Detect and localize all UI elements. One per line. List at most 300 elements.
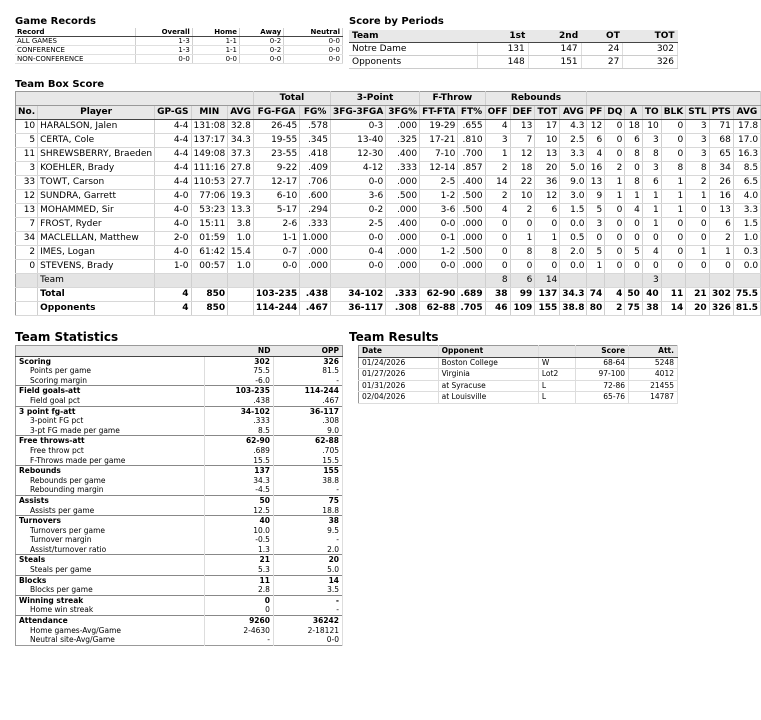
- box-cell: 0.3: [733, 246, 760, 260]
- team-results-cell: at Louisville: [438, 392, 538, 404]
- team-results-cell: W: [538, 357, 575, 369]
- team-stats-row: [16, 516, 343, 526]
- box-cell: .438: [300, 288, 331, 302]
- box-cell: 3.8: [228, 218, 254, 232]
- box-cell: 1-2: [420, 190, 458, 204]
- box-cell: 1.0: [733, 232, 760, 246]
- team-stats-label: Steals per game: [16, 565, 205, 575]
- team-stats-opp: 36242: [273, 616, 342, 626]
- team-stats-nd: 1.3: [204, 545, 273, 555]
- team-stats-row: [16, 526, 343, 536]
- box-cell: .333: [386, 288, 420, 302]
- box-cell: 1: [535, 232, 560, 246]
- box-cell: 0: [642, 232, 661, 246]
- box-cell: 12-17: [253, 176, 299, 190]
- box-cell: [661, 274, 686, 288]
- team-row: [16, 274, 761, 288]
- box-column-header: AVG: [228, 106, 254, 120]
- box-cell: 1: [605, 176, 625, 190]
- box-cell: 4: [155, 302, 191, 316]
- box-cell: 4: [485, 204, 510, 218]
- box-cell: 12-30: [330, 148, 385, 162]
- game-records-cell: 1-3: [136, 37, 193, 46]
- box-cell: 34-102: [330, 288, 385, 302]
- box-cell: 34.3: [228, 134, 254, 148]
- team-stats-opp: 155: [273, 466, 342, 476]
- box-cell: 0: [587, 232, 605, 246]
- box-cell: .655: [458, 120, 485, 134]
- box-cell: 1: [686, 246, 709, 260]
- team-stats-label: Winning streak: [16, 595, 205, 605]
- box-cell: 0.0: [560, 260, 587, 274]
- score-periods-cell: Notre Dame: [349, 43, 477, 56]
- team-stats-label: Attendance: [16, 616, 205, 626]
- team-stats-label: Points per game: [16, 366, 205, 376]
- box-cell: KOEHLER, Brady: [38, 162, 155, 176]
- box-cell: .500: [458, 246, 485, 260]
- box-score-table: [15, 91, 761, 316]
- game-records-title: Game Records: [15, 16, 96, 27]
- box-cell: .333: [300, 218, 331, 232]
- box-cell: 32.8: [228, 120, 254, 134]
- box-column-header: GP-GS: [155, 106, 191, 120]
- box-cell: 10: [510, 190, 535, 204]
- team-results-table: [358, 345, 678, 404]
- box-cell: CERTA, Cole: [38, 134, 155, 148]
- team-stats-nd: 11: [204, 575, 273, 585]
- box-cell: 9-22: [253, 162, 299, 176]
- box-cell: .000: [386, 232, 420, 246]
- box-cell: 1.5: [560, 204, 587, 218]
- box-cell: 46: [485, 302, 510, 316]
- team-stats-nd: 8.5: [204, 426, 273, 436]
- box-cell: .000: [386, 204, 420, 218]
- box-cell: .857: [458, 162, 485, 176]
- game-records-cell: 1-1: [192, 37, 239, 46]
- box-cell: 0: [485, 246, 510, 260]
- score-periods-header: OT: [581, 30, 623, 43]
- team-stats-label: Neutral site-Avg/Game: [16, 635, 205, 645]
- box-cell: 75: [625, 302, 643, 316]
- team-stats-label: Turnovers: [16, 516, 205, 526]
- box-cell: 4: [155, 288, 191, 302]
- box-column-header: FT%: [458, 106, 485, 120]
- player-row: [16, 204, 761, 218]
- box-cell: 111:16: [191, 162, 228, 176]
- game-records-cell: ALL GAMES: [15, 37, 136, 46]
- box-cell: 4-4: [155, 120, 191, 134]
- box-cell: 103-235: [253, 288, 299, 302]
- team-stats-opp: .705: [273, 446, 342, 456]
- team-stats-opp: -: [273, 595, 342, 605]
- box-cell: 36-117: [330, 302, 385, 316]
- box-cell: 0: [686, 218, 709, 232]
- score-periods-header: 1st: [477, 30, 528, 43]
- team-stats-row: [16, 376, 343, 386]
- team-stats-header: OPP: [273, 346, 342, 357]
- score-by-periods-table: [349, 30, 678, 69]
- player-row: [16, 120, 761, 134]
- box-cell: 0-0: [330, 232, 385, 246]
- team-stats-row: [16, 476, 343, 486]
- team-stats-nd: 0: [204, 595, 273, 605]
- box-column-header: AVG: [733, 106, 760, 120]
- box-cell: 4: [605, 288, 625, 302]
- box-cell: 38: [642, 302, 661, 316]
- box-cell: 1.0: [228, 232, 254, 246]
- box-cell: 0: [605, 120, 625, 134]
- box-cell: 61:42: [191, 246, 228, 260]
- box-cell: 26: [709, 176, 733, 190]
- team-stats-label: 3-point FG pct: [16, 416, 205, 426]
- box-cell: 1: [661, 204, 686, 218]
- box-cell: 1-0: [155, 260, 191, 274]
- score-periods-cell: 27: [581, 56, 623, 69]
- player-row: [16, 232, 761, 246]
- box-column-header: No.: [16, 106, 38, 120]
- box-cell: 13: [535, 148, 560, 162]
- box-column-header: DQ: [605, 106, 625, 120]
- team-stats-opp: 75: [273, 495, 342, 505]
- box-cell: 0: [535, 218, 560, 232]
- box-cell: 1.0: [228, 260, 254, 274]
- team-stats-nd: 21: [204, 555, 273, 565]
- team-results-cell: 72-86: [575, 380, 628, 392]
- box-cell: 10: [16, 120, 38, 134]
- box-cell: 34.3: [560, 288, 587, 302]
- team-stats-nd: 10.0: [204, 526, 273, 536]
- box-cell: 5: [625, 246, 643, 260]
- box-cell: 7: [16, 218, 38, 232]
- box-cell: 2: [485, 162, 510, 176]
- box-cell: 3: [686, 120, 709, 134]
- box-cell: [733, 274, 760, 288]
- box-cell: 11: [16, 148, 38, 162]
- box-cell: 21: [686, 288, 709, 302]
- box-cell: 38.8: [560, 302, 587, 316]
- box-cell: [155, 274, 191, 288]
- box-cell: .600: [300, 190, 331, 204]
- box-cell: .705: [458, 302, 485, 316]
- box-cell: 17.8: [733, 120, 760, 134]
- box-cell: 16: [587, 162, 605, 176]
- score-periods-cell: 131: [477, 43, 528, 56]
- box-cell: 5: [587, 246, 605, 260]
- team-results-cell: 68-64: [575, 357, 628, 369]
- box-cell: 14: [535, 274, 560, 288]
- box-cell: TOWT, Carson: [38, 176, 155, 190]
- box-cell: 14: [485, 176, 510, 190]
- team-stats-row: [16, 396, 343, 406]
- box-cell: 155: [535, 302, 560, 316]
- box-cell: 12: [16, 190, 38, 204]
- team-results-cell: L: [538, 392, 575, 404]
- team-results-cell: 97-100: [575, 369, 628, 381]
- box-cell: 137:17: [191, 134, 228, 148]
- box-cell: 4: [625, 204, 643, 218]
- box-cell: 0: [605, 204, 625, 218]
- team-stats-opp: .467: [273, 396, 342, 406]
- box-cell: 8: [661, 162, 686, 176]
- box-cell: 1: [661, 176, 686, 190]
- box-cell: .345: [300, 134, 331, 148]
- team-stats-opp: -: [273, 485, 342, 495]
- box-cell: 33: [16, 176, 38, 190]
- team-stats-opp: 62-88: [273, 436, 342, 446]
- team-stats-row: [16, 545, 343, 555]
- box-cell: 8: [686, 162, 709, 176]
- box-cell: 302: [709, 288, 733, 302]
- box-cell: 1: [709, 246, 733, 260]
- box-cell: 8: [535, 246, 560, 260]
- box-cell: 17.0: [733, 134, 760, 148]
- box-cell: [191, 274, 228, 288]
- box-cell: 99: [510, 288, 535, 302]
- team-results-row: [359, 369, 678, 381]
- box-cell: 3: [642, 134, 661, 148]
- box-cell: 0: [661, 120, 686, 134]
- game-records-row: [15, 46, 343, 55]
- player-row: [16, 148, 761, 162]
- team-stats-opp: 5.0: [273, 565, 342, 575]
- team-stats-label: Turnovers per game: [16, 526, 205, 536]
- box-cell: 50: [625, 288, 643, 302]
- team-stats-opp: 2.0: [273, 545, 342, 555]
- box-cell: 12-14: [420, 162, 458, 176]
- game-records-cell: 0-0: [284, 37, 343, 46]
- box-cell: 8.5: [733, 162, 760, 176]
- team-stats-header: [16, 346, 205, 357]
- team-stats-nd: 302: [204, 356, 273, 366]
- box-cell: 13.3: [228, 204, 254, 218]
- box-cell: 27.8: [228, 162, 254, 176]
- box-cell: 3: [587, 218, 605, 232]
- box-cell: 5: [16, 134, 38, 148]
- team-stats-label: Steals: [16, 555, 205, 565]
- box-column-header: FG-FGA: [253, 106, 299, 120]
- team-stats-opp: 20: [273, 555, 342, 565]
- box-cell: 1: [642, 204, 661, 218]
- box-cell: 5-17: [253, 204, 299, 218]
- team-stats-nd: 34-102: [204, 406, 273, 416]
- box-cell: 12: [535, 190, 560, 204]
- team-results-header: Att.: [629, 346, 678, 358]
- box-cell: 3-6: [330, 190, 385, 204]
- box-cell: 6: [535, 204, 560, 218]
- score-by-periods-title: Score by Periods: [349, 16, 444, 27]
- box-cell: 9: [587, 190, 605, 204]
- box-cell: 3-6: [420, 204, 458, 218]
- box-cell: 3: [686, 134, 709, 148]
- team-results-header: Date: [359, 346, 439, 358]
- box-cell: 1: [661, 190, 686, 204]
- team-stats-opp: -: [273, 605, 342, 615]
- box-cell: .000: [386, 246, 420, 260]
- box-cell: HARALSON, Jalen: [38, 120, 155, 134]
- box-cell: 0.0: [733, 260, 760, 274]
- box-cell: 0-7: [253, 246, 299, 260]
- player-row: [16, 190, 761, 204]
- box-cell: 6-10: [253, 190, 299, 204]
- box-cell: 00:57: [191, 260, 228, 274]
- box-cell: 1: [485, 148, 510, 162]
- box-cell: 0: [625, 260, 643, 274]
- box-cell: 4-0: [155, 190, 191, 204]
- box-cell: 4.3: [560, 120, 587, 134]
- team-stats-nd: 34.3: [204, 476, 273, 486]
- player-row: [16, 176, 761, 190]
- box-cell: 0.0: [560, 218, 587, 232]
- box-column-header: BLK: [661, 106, 686, 120]
- box-cell: 9.0: [560, 176, 587, 190]
- box-cell: 0: [625, 162, 643, 176]
- box-cell: 2: [605, 162, 625, 176]
- box-cell: 81.5: [733, 302, 760, 316]
- box-column-header: STL: [686, 106, 709, 120]
- team-stats-opp: 3.5: [273, 585, 342, 595]
- box-cell: 62-90: [420, 288, 458, 302]
- team-stats-row: [16, 485, 343, 495]
- box-column-header: DEF: [510, 106, 535, 120]
- team-stats-row: [16, 595, 343, 605]
- box-cell: 77:06: [191, 190, 228, 204]
- team-stats-label: 3-pt FG made per game: [16, 426, 205, 436]
- team-stats-label: Assist/turnover ratio: [16, 545, 205, 555]
- box-cell: 15.4: [228, 246, 254, 260]
- box-cell: STEVENS, Brady: [38, 260, 155, 274]
- score-periods-header: Team: [349, 30, 477, 43]
- team-results-cell: 01/31/2026: [359, 380, 439, 392]
- box-cell: 65: [709, 148, 733, 162]
- team-stats-nd: 40: [204, 516, 273, 526]
- box-cell: 0: [686, 260, 709, 274]
- box-cell: .400: [386, 148, 420, 162]
- box-cell: 71: [709, 120, 733, 134]
- team-stats-opp: 0-0: [273, 635, 342, 645]
- game-records-row: [15, 55, 343, 64]
- total-row: [16, 302, 761, 316]
- box-cell: .308: [386, 302, 420, 316]
- team-stats-label: Home win streak: [16, 605, 205, 615]
- box-cell: 16: [709, 190, 733, 204]
- box-cell: 53:23: [191, 204, 228, 218]
- box-cell: .700: [458, 148, 485, 162]
- game-records-cell: 1-1: [192, 46, 239, 55]
- team-stats-label: Blocks per game: [16, 585, 205, 595]
- team-stats-nd: 15.5: [204, 456, 273, 466]
- team-results-title: Team Results: [349, 330, 439, 344]
- box-column-header: FT-FTA: [420, 106, 458, 120]
- team-stats-label: Free throw pct: [16, 446, 205, 456]
- box-cell: 12: [587, 120, 605, 134]
- game-records-cell: 1-3: [136, 46, 193, 55]
- box-cell: 0: [16, 260, 38, 274]
- box-column-header: TOT: [535, 106, 560, 120]
- team-stats-row: [16, 506, 343, 516]
- box-column-header: PTS: [709, 106, 733, 120]
- team-stats-row: [16, 555, 343, 565]
- box-cell: [228, 288, 254, 302]
- box-column-header: 3FG-3FGA: [330, 106, 385, 120]
- box-cell: 68: [709, 134, 733, 148]
- box-cell: .325: [386, 134, 420, 148]
- team-statistics-table: [15, 345, 343, 646]
- box-cell: 34: [709, 162, 733, 176]
- box-cell: 3: [642, 162, 661, 176]
- box-cell: 110:53: [191, 176, 228, 190]
- box-cell: [330, 274, 385, 288]
- box-cell: .400: [386, 218, 420, 232]
- box-cell: 37.3: [228, 148, 254, 162]
- box-cell: 326: [709, 302, 733, 316]
- box-cell: 2: [709, 232, 733, 246]
- box-cell: 3.3: [560, 148, 587, 162]
- box-cell: .400: [458, 176, 485, 190]
- team-stats-nd: 9260: [204, 616, 273, 626]
- game-records-cell: 0-0: [284, 55, 343, 64]
- total-row: [16, 288, 761, 302]
- box-cell: Total: [38, 288, 155, 302]
- box-cell: 3.3: [733, 204, 760, 218]
- game-records-cell: 0-0: [240, 55, 284, 64]
- team-results-cell: Lot2: [538, 369, 575, 381]
- box-cell: FROST, Ryder: [38, 218, 155, 232]
- team-stats-label: 3 point fg-att: [16, 406, 205, 416]
- box-cell: [420, 274, 458, 288]
- team-stats-row: [16, 456, 343, 466]
- box-cell: 4-4: [155, 148, 191, 162]
- team-stats-opp: 38.8: [273, 476, 342, 486]
- box-cell: 23-55: [253, 148, 299, 162]
- box-cell: 0: [661, 134, 686, 148]
- box-cell: 16.3: [733, 148, 760, 162]
- box-group-header: 3-Point: [330, 92, 419, 106]
- box-cell: 149:08: [191, 148, 228, 162]
- box-cell: 13: [587, 176, 605, 190]
- box-cell: 1: [686, 190, 709, 204]
- team-results-cell: 01/24/2026: [359, 357, 439, 369]
- box-column-header: MIN: [191, 106, 228, 120]
- team-stats-opp: 9.5: [273, 526, 342, 536]
- score-periods-cell: 147: [528, 43, 581, 56]
- box-cell: 75.5: [733, 288, 760, 302]
- game-records-cell: 0-0: [192, 55, 239, 64]
- team-stats-label: Scoring: [16, 356, 205, 366]
- box-cell: 6: [625, 134, 643, 148]
- team-stats-nd: 5.3: [204, 565, 273, 575]
- team-stats-opp: 81.5: [273, 366, 342, 376]
- score-periods-cell: 302: [623, 43, 678, 56]
- team-stats-row: [16, 426, 343, 436]
- game-records-cell: 0-2: [240, 46, 284, 55]
- box-cell: 19-55: [253, 134, 299, 148]
- team-stats-label: Scoring margin: [16, 376, 205, 386]
- box-cell: 10: [642, 120, 661, 134]
- box-cell: [605, 274, 625, 288]
- game-records-cell: 0-0: [284, 46, 343, 55]
- team-results-cell: at Syracuse: [438, 380, 538, 392]
- box-score-title: Team Box Score: [15, 79, 105, 90]
- box-cell: MOHAMMED, Sir: [38, 204, 155, 218]
- team-stats-row: [16, 575, 343, 585]
- box-cell: [228, 302, 254, 316]
- box-cell: 2: [16, 246, 38, 260]
- box-cell: SUNDRA, Garrett: [38, 190, 155, 204]
- box-cell: [253, 274, 299, 288]
- box-cell: 80: [587, 302, 605, 316]
- box-cell: 0: [605, 260, 625, 274]
- box-cell: 0: [625, 218, 643, 232]
